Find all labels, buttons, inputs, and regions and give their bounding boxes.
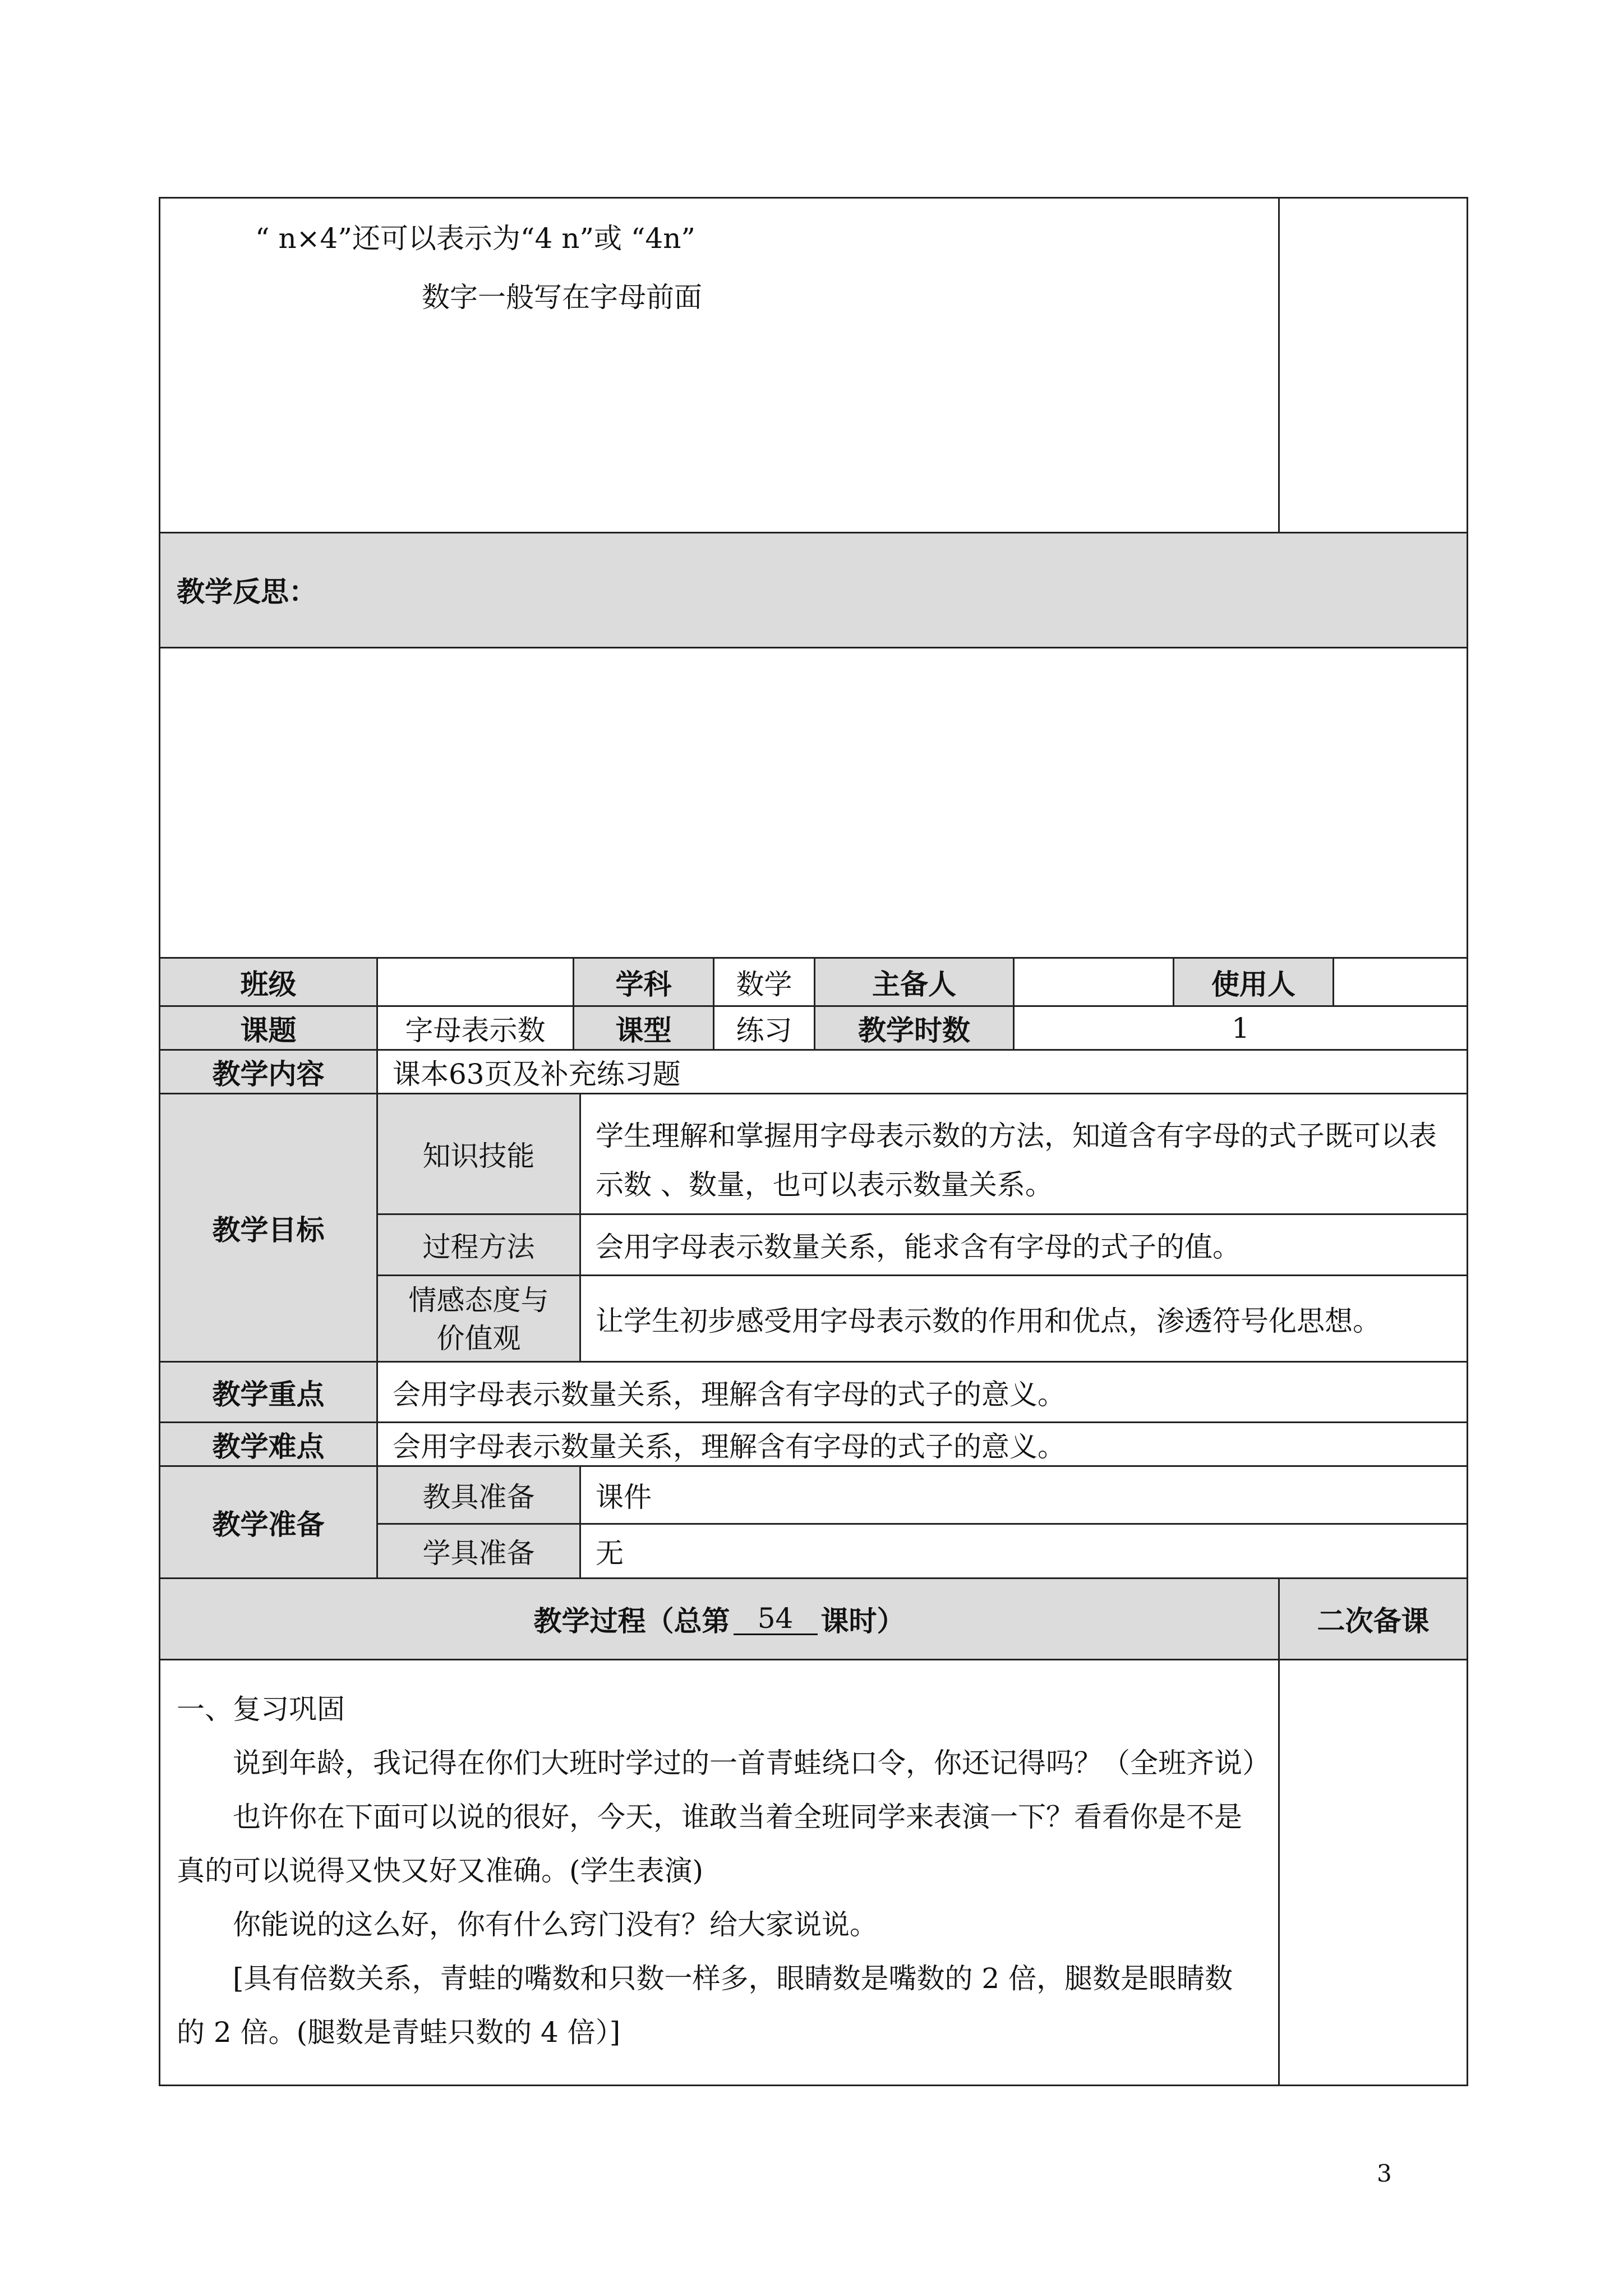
process-header-prefix: 教学过程（总第 [533, 1604, 730, 1637]
rule [159, 197, 160, 960]
hours-value-text: 1 [1232, 1011, 1249, 1045]
process-paragraph-4-line-1: [具有倍数关系，青蛙的嘴数和只数一样多，眼睛数是嘴数的 2 倍，腿数是眼睛数 [233, 1962, 1233, 1995]
rule [159, 2085, 1468, 2086]
topic-value-text: 字母表示数 [405, 1014, 546, 1047]
teacher-prep-value-text: 课件 [596, 1481, 652, 1513]
difficulty-value-text: 会用字母表示数量关系，理解含有字母的式子的意义。 [393, 1430, 1066, 1463]
rule [1467, 957, 1468, 2086]
top-block-line-1: “ n×4”还可以表示为“4 n”或 “4n” [255, 222, 695, 255]
process-header [160, 1579, 1278, 1659]
rule [1278, 197, 1280, 533]
topic-label-text: 课题 [240, 1013, 297, 1047]
key-point-value-text: 会用字母表示数量关系，理解含有字母的式子的意义。 [393, 1378, 1066, 1411]
process-label-text: 过程方法 [422, 1231, 535, 1263]
subject-label-text: 学科 [615, 967, 672, 1001]
user-label [1174, 959, 1332, 1005]
subject-label [574, 959, 713, 1005]
topic-label [160, 1007, 376, 1049]
section-title: 一、复习巩固 [177, 1693, 345, 1726]
student-prep-value [596, 1525, 1459, 1577]
process-header-suffix: 课时） [820, 1604, 905, 1637]
subject-value-text: 数学 [736, 968, 792, 1001]
hours-value [1015, 1007, 1467, 1049]
emotion-label-line-2: 价值观 [436, 1322, 521, 1355]
class-label [160, 959, 376, 1005]
preparer-label-text: 主备人 [872, 967, 956, 1001]
goals-label [160, 1094, 376, 1361]
type-label-text: 课型 [615, 1013, 672, 1047]
student-prep-label [378, 1525, 579, 1577]
user-value [1334, 959, 1467, 1005]
rule [159, 197, 1468, 199]
rule [579, 1093, 581, 1363]
emotion-label-line-1: 情感态度与 [408, 1284, 549, 1317]
process-value-text: 会用字母表示数量关系，能求含有字母的式子的值。 [596, 1231, 1241, 1263]
second-prep-text: 二次备课 [1317, 1604, 1430, 1637]
page-number: 3 [1377, 2160, 1392, 2187]
emotion-value [596, 1276, 1459, 1361]
type-value [714, 1007, 814, 1049]
rule [159, 1659, 1468, 1660]
reflection-shade [160, 533, 1467, 648]
user-label-text: 使用人 [1211, 967, 1295, 1001]
rule [159, 532, 1468, 533]
knowledge-label [378, 1094, 579, 1213]
type-label [574, 1007, 713, 1049]
key-point-label-text: 教学重点 [212, 1377, 325, 1411]
rule [159, 647, 1468, 648]
process-paragraph-2-line-2: 真的可以说得又快又好又准确。(学生表演) [177, 1855, 704, 1887]
class-label-text: 班级 [240, 967, 297, 1001]
process-paragraph-4-line-2: 的 2 倍。(腿数是青蛙只数的 4 倍）] [177, 2016, 621, 2049]
key-point-value [393, 1363, 1458, 1421]
knowledge-label-text: 知识技能 [422, 1140, 535, 1172]
process-label [378, 1215, 579, 1274]
subject-value [714, 959, 814, 1005]
content-value [393, 1051, 1458, 1093]
emotion-value-text: 让学生初步感受用字母表示数的作用和优点，渗透符号化思想。 [596, 1304, 1381, 1337]
knowledge-line-1: 学生理解和掌握用字母表示数的方法，知道含有字母的式子既可以表 [596, 1120, 1437, 1152]
preparation-label-text: 教学准备 [212, 1507, 325, 1541]
preparation-label [160, 1467, 376, 1577]
content-label-text: 教学内容 [212, 1057, 325, 1091]
teacher-prep-label [378, 1467, 579, 1523]
preparer-value [1015, 959, 1173, 1005]
process-value [596, 1215, 1459, 1274]
topic-value [378, 1007, 573, 1049]
key-point-label [160, 1363, 376, 1421]
type-value-text: 练习 [736, 1014, 792, 1047]
process-paragraph-1: 说到年龄，我记得在你们大班时学过的一首青蛙绕口令，你还记得吗？（全班齐说） [233, 1747, 1270, 1779]
difficulty-value [393, 1423, 1458, 1465]
lesson-number: 54 [734, 1603, 818, 1635]
process-paragraph-2-line-1: 也许你在下面可以说的很好，今天，谁敢当着全班同学来表演一下？看看你是不是 [233, 1801, 1242, 1833]
teacher-prep-label-text: 教具准备 [422, 1481, 535, 1513]
preparer-label [815, 959, 1013, 1005]
second-prep-header [1280, 1579, 1467, 1659]
process-paragraph-3: 你能说的这么好，你有什么窍门没有？给大家说说。 [233, 1908, 878, 1941]
rule [1467, 197, 1468, 960]
student-prep-label-text: 学具准备 [422, 1537, 535, 1570]
top-block-line-2: 数字一般写在字母前面 [422, 281, 702, 314]
hours-label-text: 教学时数 [858, 1013, 970, 1047]
teacher-prep-value [596, 1467, 1459, 1523]
class-value [378, 959, 573, 1005]
difficulty-label [160, 1423, 376, 1465]
content-label [160, 1051, 376, 1093]
hours-label [815, 1007, 1013, 1049]
rule [579, 1465, 581, 1579]
content-value-text: 课本63页及补充练习题 [393, 1057, 681, 1091]
student-prep-value-text: 无 [596, 1537, 624, 1570]
difficulty-label-text: 教学难点 [212, 1429, 325, 1463]
knowledge-line-2: 示数 、数量，也可以表示数量关系。 [596, 1168, 1053, 1201]
reflection-label: 教学反思： [177, 575, 317, 608]
goals-label-text: 教学目标 [212, 1213, 325, 1246]
